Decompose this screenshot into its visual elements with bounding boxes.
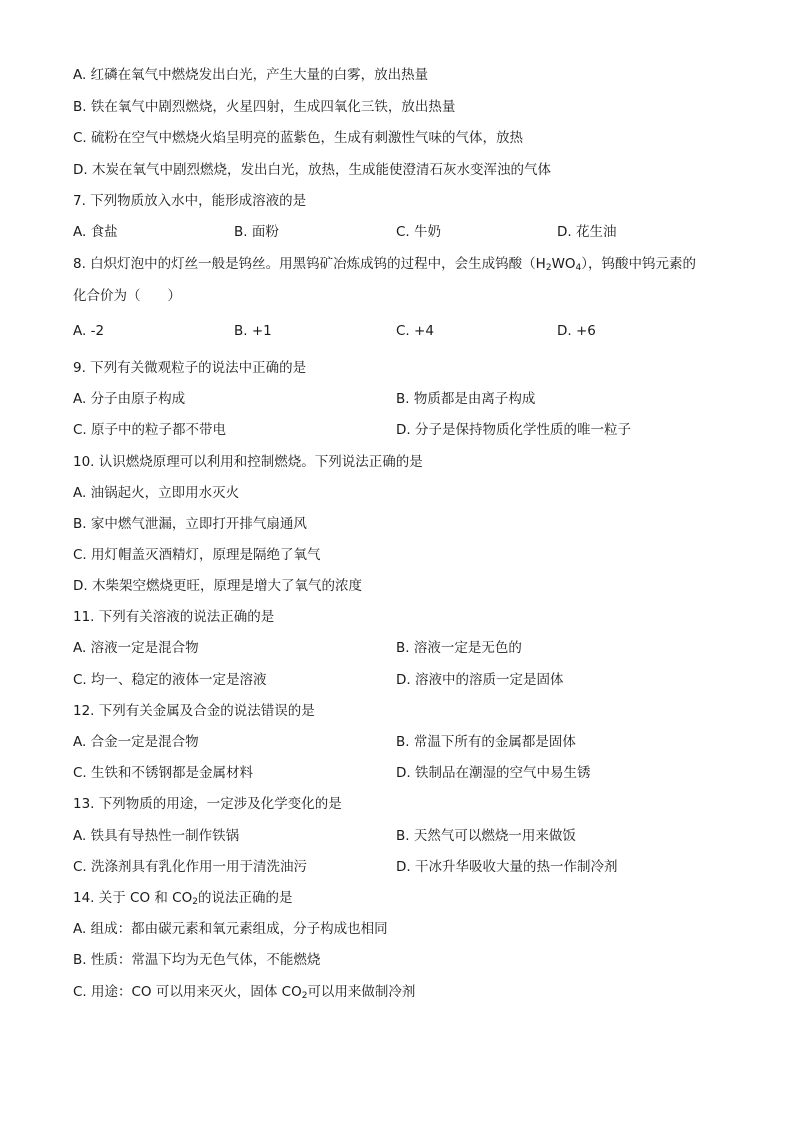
q8-stem-line2: 化合价为（ ） <box>73 288 181 304</box>
q12-stem: 12. 下列有关金属及合金的说法错误的是 <box>73 703 315 719</box>
q14-option-c <box>73 983 415 1001</box>
q10-option-a: A. 油锅起火，立即用水灭火 <box>73 485 240 501</box>
q8-subscript-h: 2 <box>545 263 552 273</box>
q8-option-a: A. -2 <box>73 323 105 339</box>
q7-stem: 7. 下列物质放入水中，能形成溶液的是 <box>73 193 307 209</box>
q6-option-d: D. 木炭在氧气中剧烈燃烧，发出白光，放热，生成能使澄清石灰水变浑浊的气体 <box>73 162 551 178</box>
q7-option-c: C. 牛奶 <box>396 224 442 240</box>
q12-option-a: A. 合金一定是混合物 <box>73 734 199 750</box>
q8-option-c: C. +4 <box>396 323 434 339</box>
q14-option-c-subscript: 2 <box>301 991 308 1001</box>
q6-option-a: A. 红磷在氧气中燃烧发出白光，产生大量的白雾，放出热量 <box>73 67 429 83</box>
q11-option-c: C. 均一、稳定的液体一定是溶液 <box>73 672 267 688</box>
q12-option-c: C. 生铁和不锈钢都是金属材料 <box>73 765 254 781</box>
q9-option-a: A. 分子由原子构成 <box>73 391 186 407</box>
q14-stem <box>73 889 292 907</box>
q14-stem-part2: 的说法正确的是 <box>197 890 293 906</box>
q14-option-b: B. 性质：常温下均为无色气体，不能燃烧 <box>73 952 321 968</box>
q8-option-d: D. +6 <box>557 323 596 339</box>
q14-stem-part1: 14. 关于 CO 和 CO <box>73 890 193 906</box>
q6-option-c: C. 硫粉在空气中燃烧火焰呈明亮的蓝紫色，生成有刺激性气味的气体，放热 <box>73 130 524 146</box>
q8-stem-part2: WO <box>551 256 576 272</box>
q8-stem-part1: 8. 白炽灯泡中的灯丝一般是钨丝。用黑钨矿冶炼成钨的过程中，会生成钨酸（H <box>73 256 546 272</box>
q14-option-a: A. 组成：都由碳元素和氧元素组成，分子构成也相同 <box>73 921 388 937</box>
q11-stem: 11. 下列有关溶液的说法正确的是 <box>73 609 275 625</box>
q6-option-b: B. 铁在氧气中剧烈燃烧，火星四射，生成四氧化三铁，放出热量 <box>73 99 456 115</box>
q9-option-d: D. 分子是保持物质化学性质的唯一粒子 <box>396 422 631 438</box>
q10-option-d: D. 木柴架空燃烧更旺，原理是增大了氧气的浓度 <box>73 578 362 594</box>
q11-option-b: B. 溶液一定是无色的 <box>396 640 522 656</box>
q8-stem-part3: ），钨酸中钨元素的 <box>581 256 697 272</box>
q10-stem: 10. 认识燃烧原理可以利用和控制燃烧。下列说法正确的是 <box>73 454 423 470</box>
q13-option-d: D. 干冰升华吸收大量的热一作制冷剂 <box>396 859 618 875</box>
q9-option-c: C. 原子中的粒子都不带电 <box>73 422 227 438</box>
q9-option-b: B. 物质都是由离子构成 <box>396 391 536 407</box>
q14-option-c-part1: C. 用途：CO 可以用来灭火，固体 CO <box>73 984 302 1000</box>
q14-option-c-part2: 可以用来做制冷剂 <box>307 984 416 1000</box>
q12-option-d: D. 铁制品在潮湿的空气中易生锈 <box>396 765 591 781</box>
q7-option-b: B. 面粉 <box>234 224 279 240</box>
q7-option-a: A. 食盐 <box>73 224 118 240</box>
q13-option-c: C. 洗涤剂具有乳化作用一用于清洗油污 <box>73 859 308 875</box>
q13-stem: 13. 下列物质的用途，一定涉及化学变化的是 <box>73 796 342 812</box>
q13-option-a: A. 铁具有导热性一制作铁锅 <box>73 828 240 844</box>
q8-stem <box>73 255 696 273</box>
q11-option-a: A. 溶液一定是混合物 <box>73 640 199 656</box>
q11-option-d: D. 溶液中的溶质一定是固体 <box>396 672 564 688</box>
q8-subscript-o: 4 <box>575 263 582 273</box>
q10-option-c: C. 用灯帽盖灭酒精灯，原理是隔绝了氧气 <box>73 547 321 563</box>
q10-option-b: B. 家中燃气泄漏，立即打开排气扇通风 <box>73 516 307 532</box>
q12-option-b: B. 常温下所有的金属都是固体 <box>396 734 576 750</box>
q14-subscript: 2 <box>192 897 198 907</box>
q13-option-b: B. 天然气可以燃烧一用来做饭 <box>396 828 576 844</box>
q8-option-b: B. +1 <box>234 323 272 339</box>
q9-stem: 9. 下列有关微观粒子的说法中正确的是 <box>73 360 307 376</box>
q7-option-d: D. 花生油 <box>557 224 617 240</box>
